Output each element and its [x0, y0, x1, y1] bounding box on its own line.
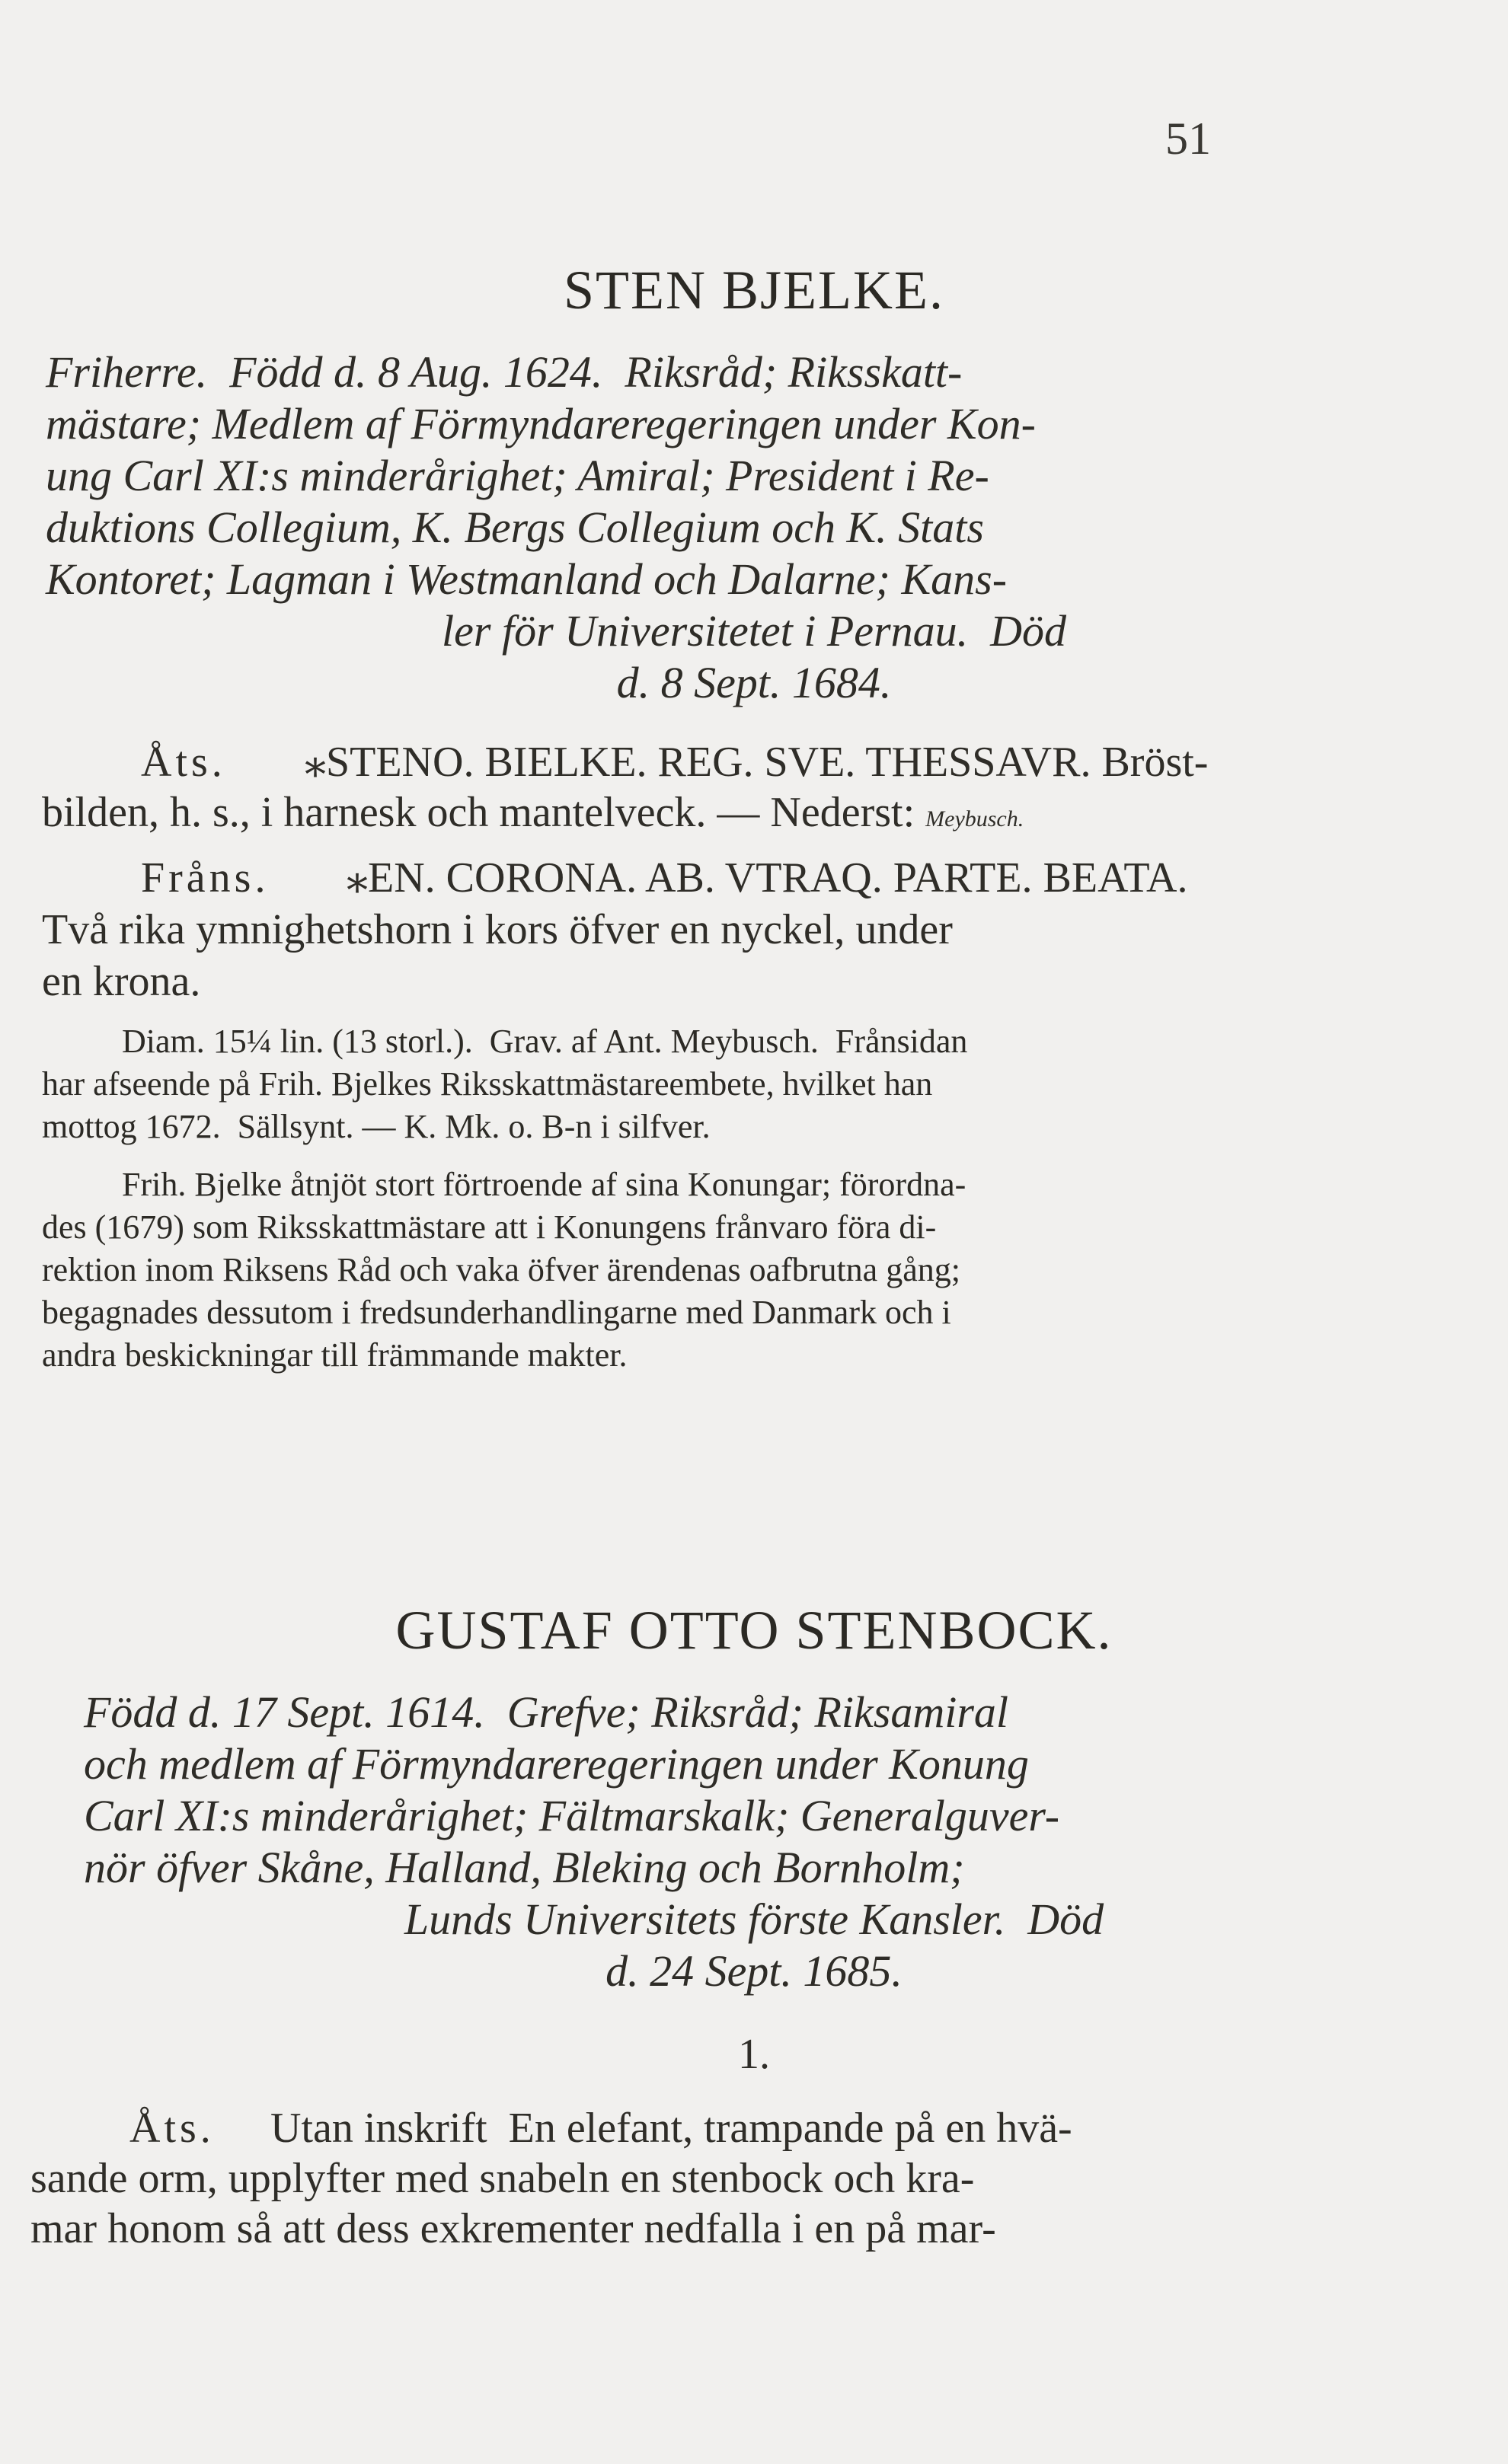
- notes-line: Diam. 15¼ lin. (13 storl.). Grav. af Ant. Meybusch. Frånsidan: [122, 1023, 968, 1060]
- reverse-description: Två rika ymnighetshorn i kors öfver en nyckel, under: [42, 906, 953, 953]
- bio-line: d. 8 Sept. 1684.: [616, 658, 892, 707]
- notes-line: har afseende på Frih. Bjelkes Riksskattmästareembete, hvilket han: [42, 1065, 933, 1103]
- bio-line: mästare; Medlem af Förmyndareregeringen under Kon-: [46, 399, 1036, 448]
- entry-title-sten-bjelke: STEN BJELKE.: [564, 260, 944, 321]
- reverse-inscription: ⁎EN. CORONA. AB. VTRAQ. PARTE. BEATA.: [347, 854, 1188, 902]
- obverse-description: bilden, h. s., i harnesk och mantelveck. — Nederst: Meybusch.: [42, 789, 1024, 836]
- obverse-label: Åts.: [141, 739, 226, 786]
- history-line: begagnades dessutom i fredsunderhandlingarne med Danmark och i: [42, 1294, 951, 1331]
- bio-line: och medlem af Förmyndareregeringen under Konung: [84, 1739, 1029, 1789]
- bio-line: ung Carl XI:s minderårighet; Amiral; President i Re-: [46, 451, 989, 500]
- obverse-description: mar honom så att dess exkrementer nedfalla i en på mar-: [30, 2205, 996, 2252]
- page-number: 51: [1165, 113, 1211, 164]
- reverse-label: Fråns.: [141, 854, 270, 902]
- bio-line: Carl XI:s minderårighet; Fältmarskalk; Generalguver-: [84, 1791, 1060, 1840]
- reverse-description: en krona.: [42, 958, 201, 1005]
- bio-line: Född d. 17 Sept. 1614. Grefve; Riksråd; Riksamiral: [84, 1687, 1009, 1737]
- obverse-label: Åts.: [129, 2105, 215, 2152]
- bio-line: ler för Universitetet i Pernau. Död: [442, 606, 1066, 656]
- history-line: Frih. Bjelke åtnjöt stort förtroende af sina Konungar; förordna-: [122, 1166, 966, 1203]
- bio-line: Lunds Universitets förste Kansler. Död: [404, 1894, 1104, 1944]
- bio-line: Friherre. Född d. 8 Aug. 1624. Riksråd; Riksskatt-: [46, 347, 963, 397]
- bio-line: Kontoret; Lagman i Westmanland och Dalarne; Kans-: [46, 554, 1008, 604]
- bio-line: d. 24 Sept. 1685.: [605, 1946, 903, 1996]
- obverse-description: Utan inskrift En elefant, trampande på en hvä-: [270, 2105, 1072, 2152]
- entry-title-gustaf-otto-stenbock: GUSTAF OTTO STENBOCK.: [395, 1600, 1113, 1661]
- bio-line: nör öfver Skåne, Halland, Bleking och Bornholm;: [84, 1843, 965, 1892]
- history-line: andra beskickningar till främmande makter.: [42, 1336, 628, 1374]
- obverse-inscription: ⁎STENO. BIELKE. REG. SVE. THESSAVR. Bröst-: [305, 739, 1209, 786]
- bio-line: duktions Collegium, K. Bergs Collegium och K. Stats: [46, 503, 984, 552]
- obverse-description: sande orm, upplyfter med snabeln en stenbock och kra-: [30, 2155, 975, 2202]
- engraver-signature: Meybusch.: [925, 806, 1024, 831]
- medal-number: 1.: [738, 2031, 770, 2078]
- history-line: des (1679) som Riksskattmästare att i Konungens frånvaro föra di-: [42, 1208, 937, 1246]
- history-line: rektion inom Riksens Råd och vaka öfver ärendenas oafbrutna gång;: [42, 1251, 960, 1288]
- notes-line: mottog 1672. Sällsynt. — K. Mk. o. B-n i silfver.: [42, 1108, 711, 1145]
